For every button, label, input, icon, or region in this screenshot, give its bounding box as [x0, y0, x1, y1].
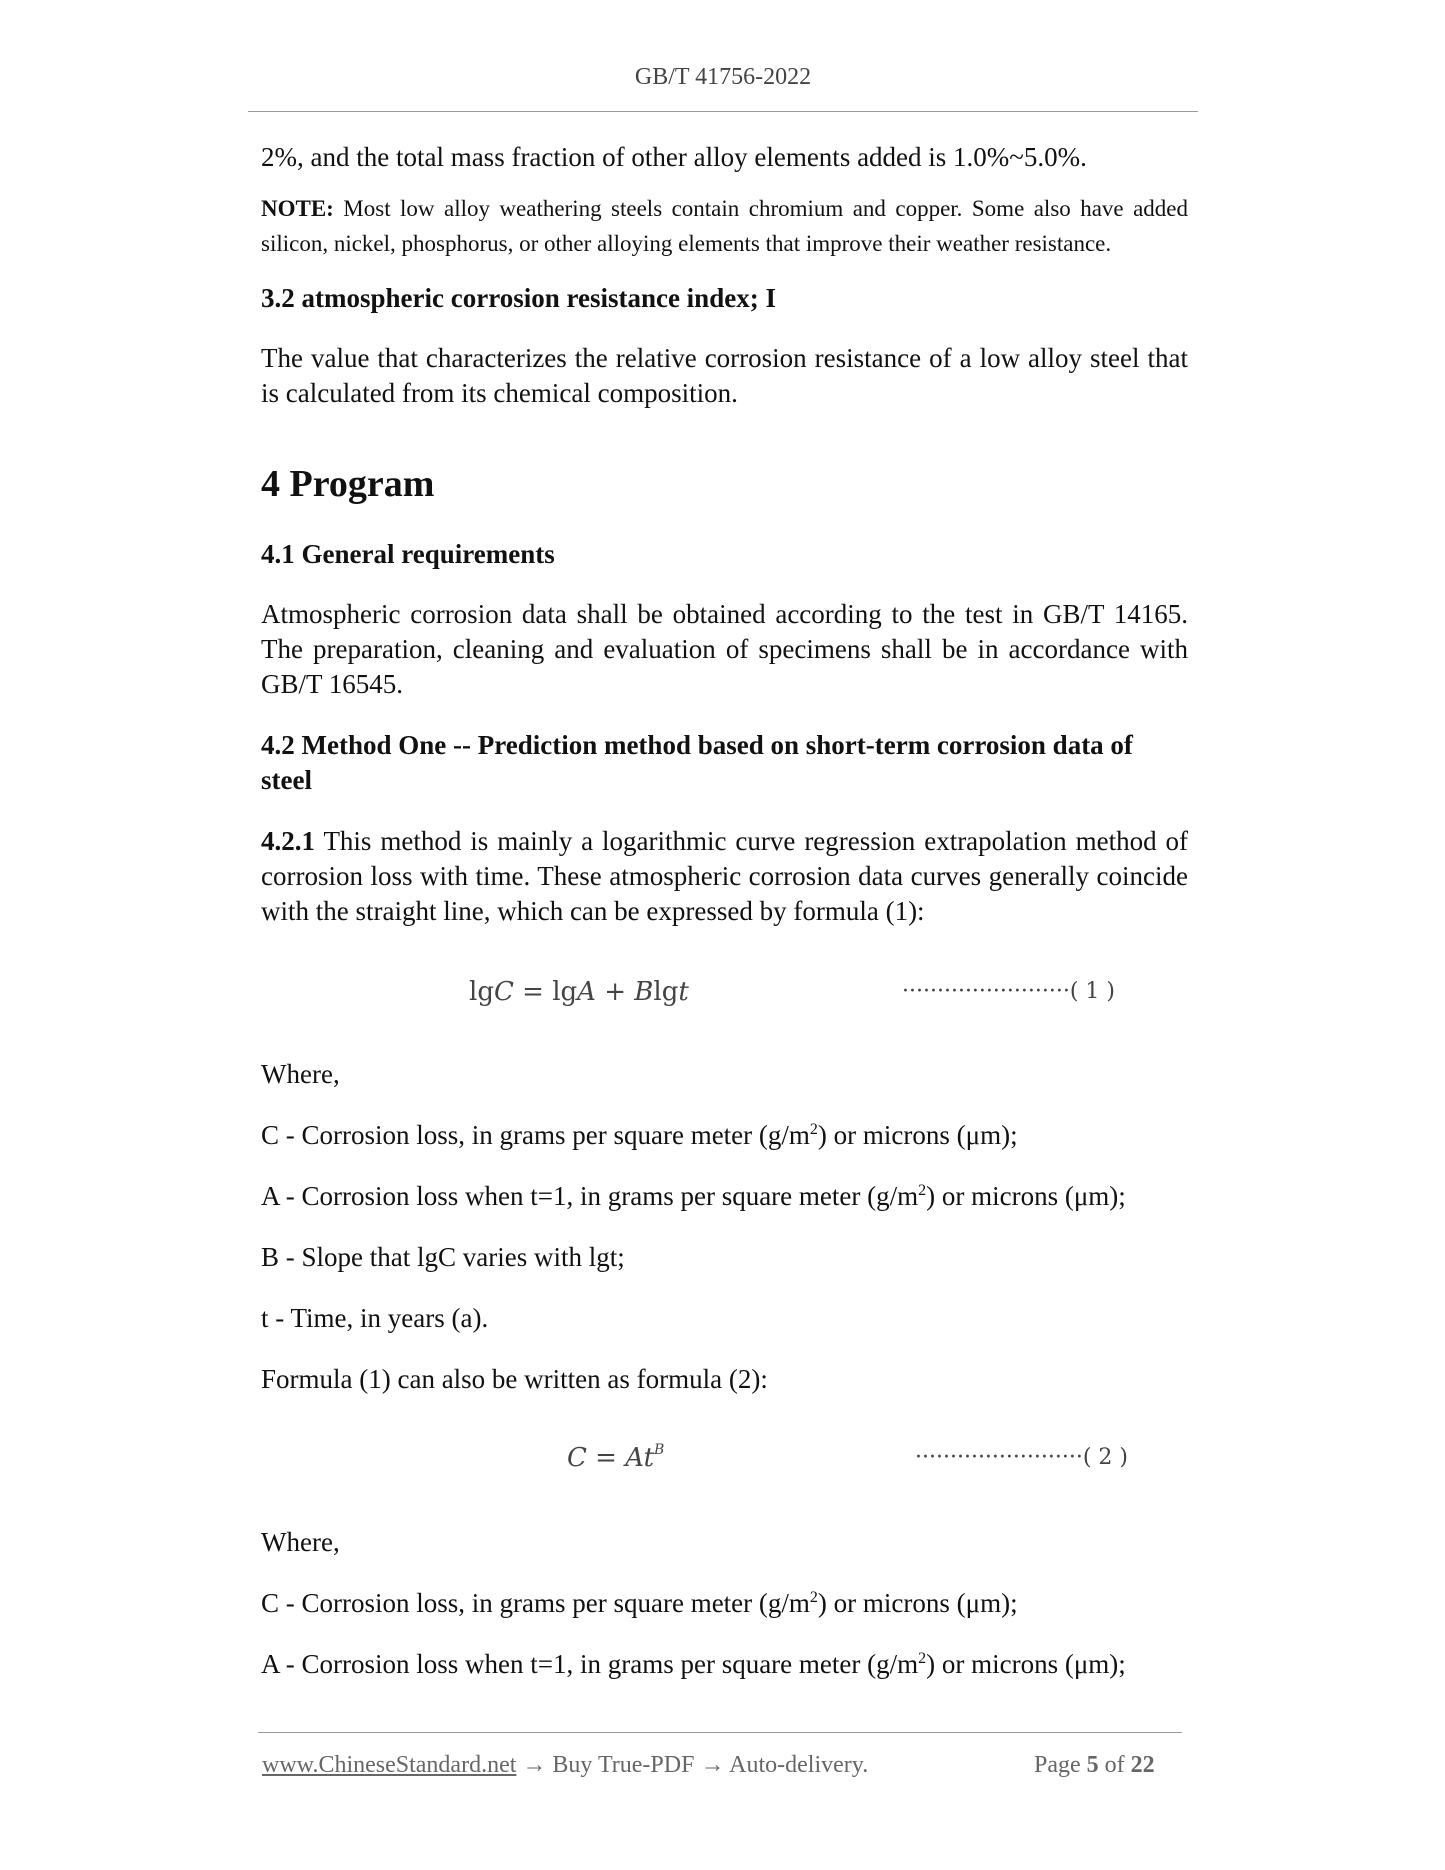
page-counter [1034, 1752, 1155, 1779]
formula-1-equals: = [513, 977, 553, 1007]
formula-1-number: ························( 1 ) [902, 979, 1115, 1004]
definition-a-text: A - Corrosion loss when t=1, in grams per square meter (g/m [261, 1649, 919, 1679]
formula-2-c: C [567, 1443, 587, 1473]
formula-2-a: A [625, 1443, 644, 1473]
formula-1-lg: lg [653, 977, 679, 1007]
standard-number: GB/T 41756-2022 [634, 64, 812, 90]
auto-delivery-text: Auto-delivery. [729, 1752, 869, 1778]
where-label: Where, [261, 1059, 340, 1089]
page-content [261, 140, 1188, 1682]
definition-c-unit: ) or microns (μm); [817, 1588, 1018, 1618]
header-divider [248, 111, 1198, 112]
definition-a [261, 1179, 1188, 1214]
section-4-2-1-label: 4.2.1 [261, 826, 315, 856]
definition-c-text: C - Corrosion loss, in grams per square meter (g/m [261, 1588, 810, 1618]
formula-1-lg: lg [552, 977, 578, 1007]
current-page: 5 [1086, 1752, 1099, 1778]
superscript-2: 2 [809, 1589, 818, 1606]
note-label: NOTE: [261, 196, 334, 221]
definition-a-unit: ) or microns (μm); [926, 1649, 1126, 1679]
section-4-1-heading: 4.1 General requirements [261, 539, 555, 569]
website-link[interactable]: www.ChineseStandard.net [262, 1752, 517, 1778]
formula-intro: Formula (1) can also be written as formula (2): [261, 1364, 768, 1394]
where-label: Where, [261, 1527, 340, 1557]
section-3-2-heading: 3.2 atmospheric corrosion resistance index; I [261, 283, 776, 313]
definition-a-unit: ) or microns (μm); [926, 1181, 1126, 1211]
section-3-2-text: The value that characterizes the relative corrosion resistance of a low alloy steel that is calculated from its chemical composition. [261, 343, 1188, 408]
definition-a-text: A - Corrosion loss when t=1, in grams per square meter (g/m [261, 1181, 919, 1211]
superscript-2: 2 [918, 1182, 927, 1199]
section-4-2-1-text [261, 824, 1188, 929]
footer-divider [258, 1732, 1182, 1733]
arrow-right-icon: → [516, 1752, 553, 1778]
footer-promo [262, 1752, 868, 1779]
definition-b: B - Slope that lgC varies with lgt; [261, 1242, 625, 1272]
section-4-heading: 4 Program [261, 463, 435, 505]
formula-2-number: ························( 2 ) [915, 1445, 1128, 1470]
definition-c-text: C - Corrosion loss, in grams per square meter (g/m [261, 1120, 810, 1150]
formula-2-equals: = [586, 1443, 626, 1473]
section-4-2-1-body: This method is mainly a logarithmic curve regression extrapolation method of corrosion loss with time. These atmospheric corrosion data curves generally coincide with the straight line, which can be expressed by formula (1): [261, 826, 1188, 926]
formula-1-b: B [634, 977, 654, 1007]
superscript-2: 2 [809, 1121, 818, 1138]
definition-c-unit: ) or microns (μm); [817, 1120, 1018, 1150]
page-label: Page [1034, 1752, 1087, 1778]
formula-1-row [261, 967, 1188, 1017]
page-header [248, 64, 1198, 91]
definition-c [261, 1586, 1188, 1621]
section-4-2-heading: 4.2 Method One -- Prediction method based on short-term corrosion data of steel [261, 730, 1133, 795]
continuation-paragraph: 2%, and the total mass fraction of other alloy elements added is 1.0%~5.0%. [261, 142, 1087, 172]
formula-1-a: A [577, 977, 596, 1007]
formula-1-c: C [493, 977, 514, 1007]
buy-pdf-text: Buy True-PDF [552, 1752, 695, 1778]
formula-1 [469, 977, 689, 1007]
definition-c [261, 1118, 1188, 1153]
formula-2-exponent: B [654, 1442, 665, 1458]
formula-2 [567, 1443, 664, 1473]
formula-1-lg: lg [469, 977, 494, 1007]
section-4-1-text: Atmospheric corrosion data shall be obtained according to the test in GB/T 14165. The preparation, cleaning and evaluation of specimens shall be in accordance with GB/T 16545. [261, 599, 1188, 699]
definition-a [261, 1647, 1188, 1682]
of-label: of [1098, 1752, 1131, 1778]
formula-1-plus: + [595, 977, 635, 1007]
note-paragraph [261, 191, 1188, 261]
formula-2-t: t [643, 1443, 655, 1473]
formula-1-t: t [678, 977, 689, 1007]
formula-2-row [261, 1435, 1188, 1485]
superscript-2: 2 [918, 1650, 927, 1667]
note-text: Most low alloy weathering steels contain chromium and copper. Some also have added silicon, nickel, phosphorus, or other alloying elements that improve their weather resistance. [261, 196, 1188, 256]
total-pages: 22 [1130, 1752, 1155, 1778]
definition-t: t - Time, in years (a). [261, 1303, 489, 1333]
arrow-right-icon: → [694, 1752, 730, 1778]
